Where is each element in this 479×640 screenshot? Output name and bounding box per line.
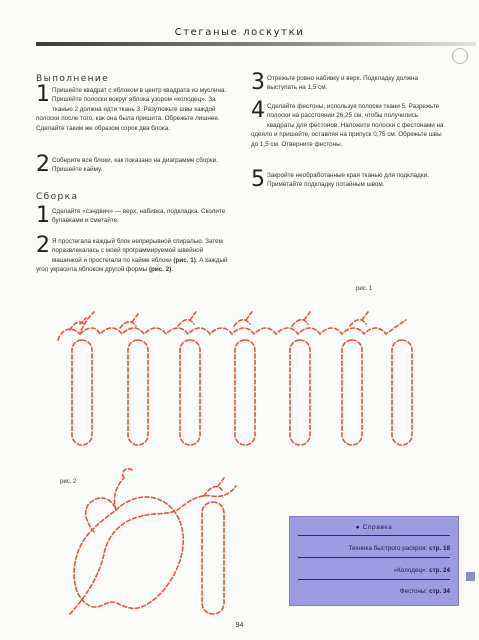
step-number: 1 xyxy=(36,82,50,107)
page-number: 94 xyxy=(235,622,244,629)
header-rule xyxy=(36,42,476,46)
step-text: Соберите все блоки, как показано на диаграмме сборки. Пришейте кайму. xyxy=(52,157,218,174)
registration-mark xyxy=(452,48,468,64)
page-link[interactable]: стр. 34 xyxy=(429,588,450,595)
page-link[interactable]: стр. 18 xyxy=(429,545,450,552)
fig1-reference: (рис. 1) xyxy=(173,256,196,264)
assembly-heading: Сборка xyxy=(36,192,79,202)
step-5 xyxy=(251,167,447,192)
reference-divider xyxy=(298,557,450,558)
execution-heading: Выполнение xyxy=(36,74,110,84)
side-tab-marker xyxy=(466,572,475,581)
fig2-reference: (рис. 2) xyxy=(148,266,172,274)
step-3 xyxy=(251,70,447,95)
corner-apple-stitch-diagram xyxy=(60,462,240,620)
step-number: 2 xyxy=(36,152,50,177)
step-text: Я простегала каждый блок непрерывной спиралью. Затем поразвлекалась с моей программируемой швейной машинкой и простегала по кайме яблоки (рис. 1). А каждый угол украсила яблоком другой формы (рис. 2). xyxy=(36,238,228,274)
reference-divider xyxy=(298,579,450,580)
execution-step-2 xyxy=(36,152,234,177)
page-link[interactable]: стр. 24 xyxy=(429,567,450,574)
page-title: Стеганые лоскутки xyxy=(174,27,305,38)
step-number: 5 xyxy=(251,167,265,192)
step-text: Сделайте фестоны, используя полоски ткани 5. Разрежьте полоски на расстоянии 26,25 см, чтобы получились квадраты для фестонов. Наложите полоски с фестонами на одеяло и пришейте, оставляя на припуск 0,75 см. Обрежьте швы до 1,5 см. Отверните фестоны. xyxy=(251,103,444,148)
step-number: 3 xyxy=(251,70,265,95)
assembly-step-1 xyxy=(36,203,234,228)
step-number: 4 xyxy=(251,98,265,123)
step-4 xyxy=(251,98,447,149)
apple-scallop-stitch-diagram xyxy=(50,300,420,450)
step-text: Отрежьте ровно набивку и верх. Подкладку должна выступать на 1,5 см. xyxy=(267,75,419,92)
reference-row: Техника быстрого раскроя: стр. 18 xyxy=(348,545,450,552)
execution-step-1 xyxy=(36,82,234,133)
assembly-step-2 xyxy=(36,233,234,275)
step-text: Закройте необработанные края тканью для подкладки. Приметайте подкладку потайным швом. xyxy=(267,172,429,189)
fig1-label: рис. 1 xyxy=(356,286,373,292)
reference-divider xyxy=(298,535,450,536)
reference-row: Фестоны: стр. 34 xyxy=(399,588,450,595)
step-text: Пришейте квадрат с яблоком в центр квадрата из муслина. Пришейте полоски вокруг яблока узором «колодец». За тканью 2 должна идти ткань 3. Разутюжьте швы каждой полоски после того, как она была пришита. Обрежьте лишнее. Сделайте таким же образом сорок два блока. xyxy=(36,87,227,132)
step-number: 2 xyxy=(36,233,50,258)
reference-row: «Колодец»: стр. 24 xyxy=(393,567,450,574)
step-text: Сделайте «сэндвич» — верх, набивка, подкладка. Сколите булавками и сметайте. xyxy=(52,208,226,225)
step-number: 1 xyxy=(36,203,50,228)
reference-box xyxy=(289,516,459,606)
fig2-label: рис. 2 xyxy=(60,479,77,485)
reference-title: ● Справка xyxy=(355,524,393,531)
